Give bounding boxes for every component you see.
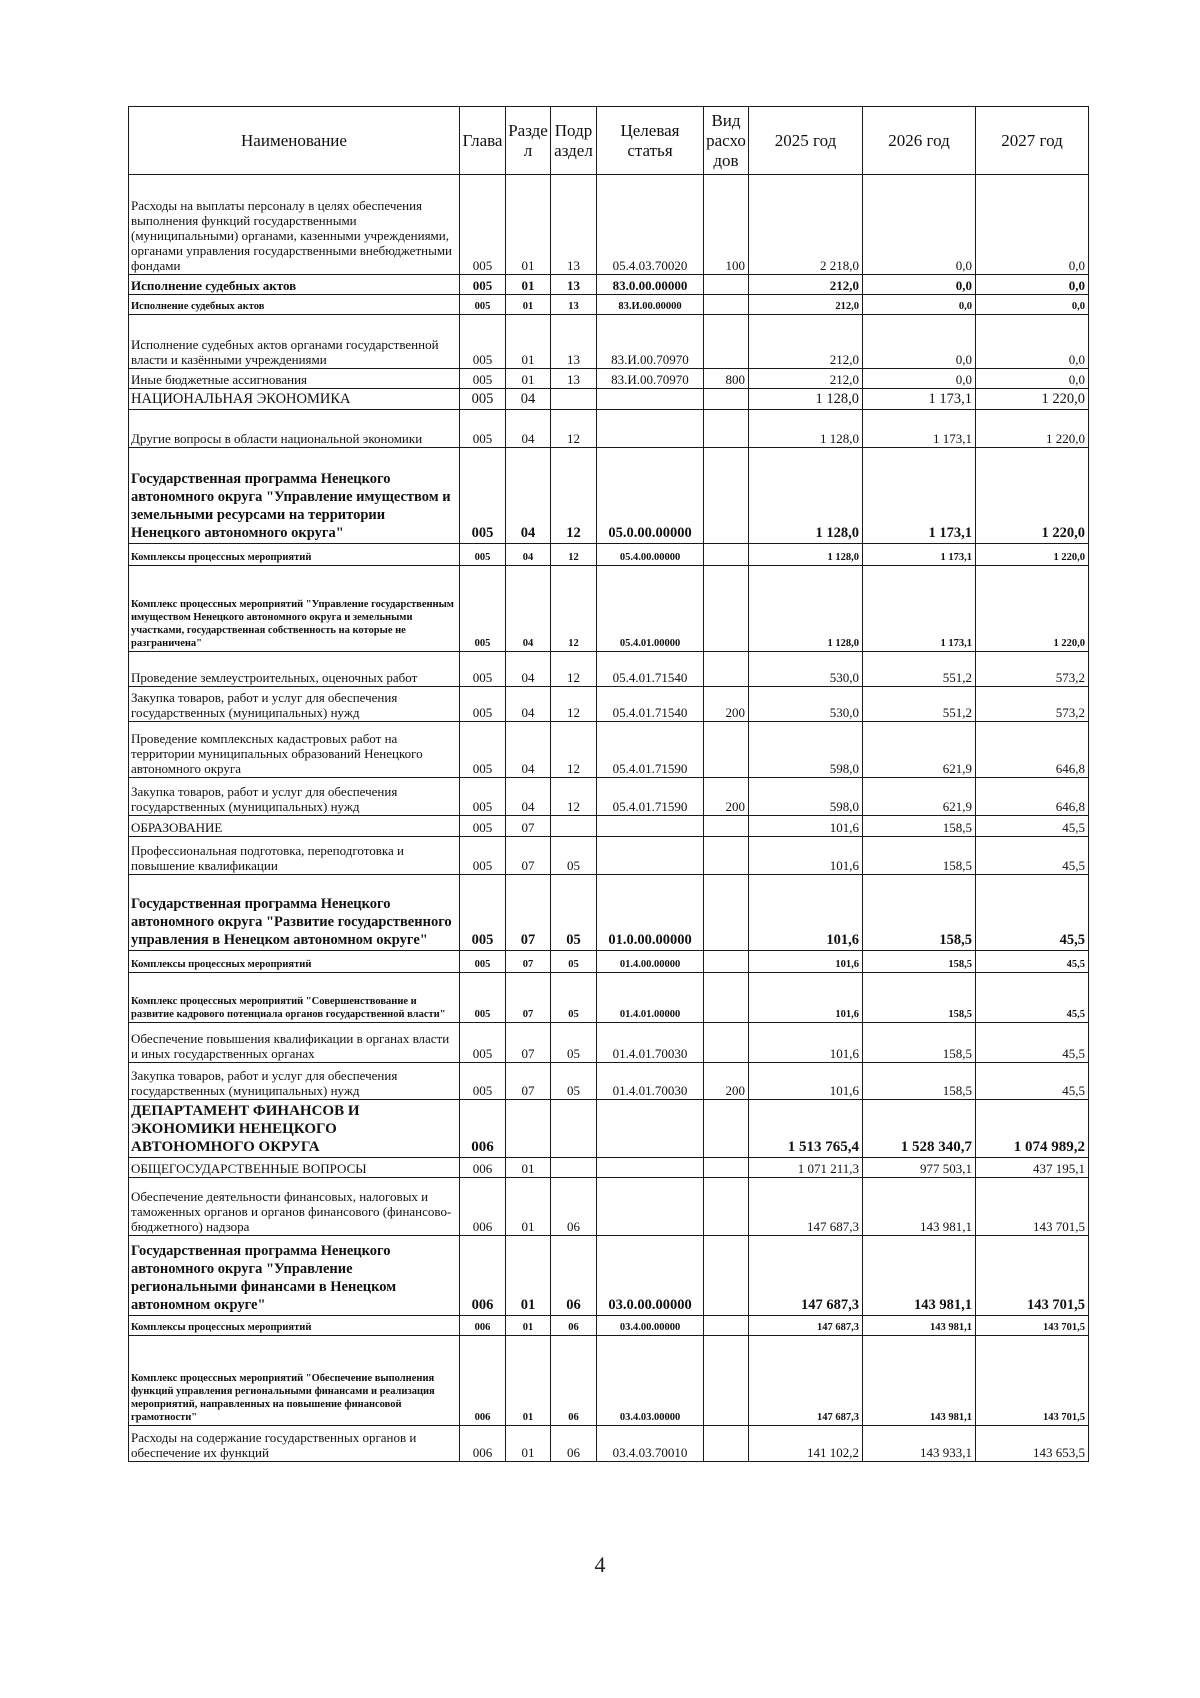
- cell-expense-type: [704, 315, 749, 369]
- header-glava: Глава: [460, 107, 506, 175]
- cell-value-2027: 1 220,0: [976, 566, 1089, 652]
- cell-podrazdel: 06: [551, 1236, 597, 1316]
- cell-target-article: 01.4.01.70030: [597, 1063, 704, 1100]
- cell-podrazdel: 06: [551, 1336, 597, 1426]
- cell-podrazdel: 06: [551, 1426, 597, 1462]
- cell-target-article: [597, 1100, 704, 1158]
- cell-value-2025: 598,0: [749, 778, 863, 816]
- cell-value-2027: 45,5: [976, 875, 1089, 951]
- cell-value-2025: 212,0: [749, 315, 863, 369]
- table-row: [129, 544, 1089, 566]
- cell-value-2027: 45,5: [976, 1023, 1089, 1063]
- table-row: [129, 1100, 1089, 1158]
- cell-expense-type: [704, 544, 749, 566]
- cell-name: Комплексы процессных мероприятий: [129, 951, 460, 973]
- cell-razdel: 07: [506, 875, 551, 951]
- cell-glava: 005: [460, 315, 506, 369]
- cell-razdel: 04: [506, 722, 551, 778]
- cell-target-article: 03.4.03.00000: [597, 1336, 704, 1426]
- table-row: [129, 315, 1089, 369]
- table-row: [129, 687, 1089, 722]
- cell-expense-type: [704, 1100, 749, 1158]
- cell-target-article: 05.4.01.71590: [597, 722, 704, 778]
- cell-value-2026: 1 528 340,7: [863, 1100, 976, 1158]
- header-razdel: Раздел: [506, 107, 551, 175]
- cell-value-2026: 551,2: [863, 652, 976, 687]
- cell-name: Закупка товаров, работ и услуг для обеспечения государственных (муниципальных) нужд: [129, 687, 460, 722]
- cell-target-article: 01.4.01.00000: [597, 973, 704, 1023]
- cell-expense-type: [704, 1023, 749, 1063]
- header-podrazdel: Подраздел: [551, 107, 597, 175]
- cell-value-2026: 158,5: [863, 816, 976, 837]
- cell-value-2026: 0,0: [863, 175, 976, 275]
- cell-podrazdel: 12: [551, 652, 597, 687]
- cell-glava: 005: [460, 1063, 506, 1100]
- table-row: [129, 722, 1089, 778]
- cell-value-2026: 143 981,1: [863, 1316, 976, 1336]
- cell-value-2026: 0,0: [863, 275, 976, 295]
- cell-expense-type: [704, 875, 749, 951]
- cell-razdel: 01: [506, 275, 551, 295]
- cell-razdel: 01: [506, 1158, 551, 1178]
- cell-glava: 006: [460, 1100, 506, 1158]
- cell-expense-type: 100: [704, 175, 749, 275]
- cell-value-2026: 0,0: [863, 295, 976, 315]
- cell-name: ОБЩЕГОСУДАРСТВЕННЫЕ ВОПРОСЫ: [129, 1158, 460, 1178]
- cell-glava: 006: [460, 1236, 506, 1316]
- cell-target-article: 05.4.01.00000: [597, 566, 704, 652]
- table-row: [129, 410, 1089, 448]
- cell-value-2025: 212,0: [749, 369, 863, 389]
- cell-name: Иные бюджетные ассигнования: [129, 369, 460, 389]
- cell-podrazdel: 05: [551, 973, 597, 1023]
- cell-name: Государственная программа Ненецкого автономного округа "Управление имуществом и земельными ресурсами на территории Ненецкого автономного округа": [129, 448, 460, 544]
- cell-value-2026: 0,0: [863, 315, 976, 369]
- cell-name: Комплексы процессных мероприятий: [129, 1316, 460, 1336]
- cell-target-article: [597, 389, 704, 410]
- cell-expense-type: [704, 951, 749, 973]
- cell-glava: 005: [460, 687, 506, 722]
- cell-expense-type: 200: [704, 687, 749, 722]
- cell-razdel: [506, 1100, 551, 1158]
- cell-value-2027: 143 701,5: [976, 1316, 1089, 1336]
- cell-target-article: 03.4.00.00000: [597, 1316, 704, 1336]
- cell-target-article: [597, 410, 704, 448]
- cell-razdel: 01: [506, 1336, 551, 1426]
- cell-name: НАЦИОНАЛЬНАЯ ЭКОНОМИКА: [129, 389, 460, 410]
- cell-target-article: 01.4.00.00000: [597, 951, 704, 973]
- cell-value-2025: 2 218,0: [749, 175, 863, 275]
- cell-value-2026: 158,5: [863, 973, 976, 1023]
- table-body: [129, 175, 1089, 1462]
- cell-expense-type: 800: [704, 369, 749, 389]
- table-row: [129, 1426, 1089, 1462]
- header-row: [129, 107, 1089, 175]
- cell-podrazdel: 12: [551, 722, 597, 778]
- cell-value-2026: 1 173,1: [863, 410, 976, 448]
- cell-razdel: 04: [506, 410, 551, 448]
- cell-expense-type: [704, 816, 749, 837]
- cell-value-2025: 212,0: [749, 275, 863, 295]
- cell-value-2025: 101,6: [749, 973, 863, 1023]
- table-row: [129, 1158, 1089, 1178]
- cell-razdel: 01: [506, 369, 551, 389]
- cell-value-2026: 143 981,1: [863, 1236, 976, 1316]
- cell-razdel: 04: [506, 448, 551, 544]
- cell-value-2025: 212,0: [749, 295, 863, 315]
- cell-expense-type: [704, 295, 749, 315]
- cell-value-2025: 101,6: [749, 816, 863, 837]
- cell-target-article: 83.0.00.00000: [597, 275, 704, 295]
- cell-value-2025: 1 128,0: [749, 410, 863, 448]
- cell-razdel: 04: [506, 778, 551, 816]
- cell-value-2027: 0,0: [976, 369, 1089, 389]
- cell-value-2027: 1 220,0: [976, 389, 1089, 410]
- cell-glava: 005: [460, 389, 506, 410]
- cell-name: Комплекс процессных мероприятий "Управление государственным имуществом Ненецкого автономного округа и земельными участками, государственная собственность на которые не разграничена": [129, 566, 460, 652]
- cell-razdel: 07: [506, 1063, 551, 1100]
- cell-razdel: 07: [506, 951, 551, 973]
- cell-value-2027: 45,5: [976, 973, 1089, 1023]
- cell-name: Проведение комплексных кадастровых работ на территории муниципальных образований Ненецкого автономного округа: [129, 722, 460, 778]
- cell-expense-type: [704, 1178, 749, 1236]
- cell-razdel: 01: [506, 1178, 551, 1236]
- header-year-2027: 2027 год: [976, 107, 1089, 175]
- cell-name: Исполнение судебных актов органами государственной власти и казёнными учреждениями: [129, 315, 460, 369]
- cell-value-2025: 141 102,2: [749, 1426, 863, 1462]
- cell-glava: 006: [460, 1178, 506, 1236]
- table-row: [129, 389, 1089, 410]
- cell-target-article: 05.4.01.71590: [597, 778, 704, 816]
- table-row: [129, 175, 1089, 275]
- budget-table: [128, 106, 1089, 1462]
- table-row: [129, 652, 1089, 687]
- cell-value-2026: 143 981,1: [863, 1336, 976, 1426]
- header-year-2026: 2026 год: [863, 107, 976, 175]
- cell-value-2027: 1 220,0: [976, 410, 1089, 448]
- cell-value-2027: 0,0: [976, 295, 1089, 315]
- cell-razdel: 07: [506, 1023, 551, 1063]
- cell-expense-type: [704, 389, 749, 410]
- cell-name: Расходы на выплаты персоналу в целях обеспечения выполнения функций государственными (муниципальными) органами, казенными учреждениями, органами управления государственными внебюджетными фондами: [129, 175, 460, 275]
- cell-razdel: 04: [506, 389, 551, 410]
- cell-value-2027: 0,0: [976, 315, 1089, 369]
- table-row: [129, 448, 1089, 544]
- cell-value-2026: 143 933,1: [863, 1426, 976, 1462]
- cell-value-2027: 646,8: [976, 778, 1089, 816]
- cell-podrazdel: [551, 1158, 597, 1178]
- cell-glava: 005: [460, 295, 506, 315]
- cell-name: Другие вопросы в области национальной экономики: [129, 410, 460, 448]
- cell-razdel: 04: [506, 544, 551, 566]
- cell-podrazdel: 12: [551, 410, 597, 448]
- cell-value-2025: 147 687,3: [749, 1316, 863, 1336]
- cell-name: Комплексы процессных мероприятий: [129, 544, 460, 566]
- cell-value-2027: 573,2: [976, 652, 1089, 687]
- cell-value-2027: 1 220,0: [976, 544, 1089, 566]
- table-row: [129, 778, 1089, 816]
- cell-podrazdel: 05: [551, 1023, 597, 1063]
- cell-target-article: 83.И.00.00000: [597, 295, 704, 315]
- cell-podrazdel: 13: [551, 275, 597, 295]
- cell-podrazdel: 12: [551, 566, 597, 652]
- cell-name: Закупка товаров, работ и услуг для обеспечения государственных (муниципальных) нужд: [129, 1063, 460, 1100]
- cell-podrazdel: 13: [551, 315, 597, 369]
- cell-value-2025: 530,0: [749, 687, 863, 722]
- cell-value-2027: 143 653,5: [976, 1426, 1089, 1462]
- cell-podrazdel: 05: [551, 875, 597, 951]
- cell-name: Государственная программа Ненецкого автономного округа "Развитие государственного управления в Ненецком автономном округе": [129, 875, 460, 951]
- cell-name: Расходы на содержание государственных органов и обеспечение их функций: [129, 1426, 460, 1462]
- cell-value-2027: 0,0: [976, 175, 1089, 275]
- cell-razdel: 01: [506, 1426, 551, 1462]
- header-expense-type: Вид расходов: [704, 107, 749, 175]
- cell-value-2027: 45,5: [976, 837, 1089, 875]
- cell-value-2025: 101,6: [749, 875, 863, 951]
- cell-razdel: 01: [506, 315, 551, 369]
- cell-glava: 005: [460, 837, 506, 875]
- cell-expense-type: [704, 973, 749, 1023]
- cell-value-2026: 158,5: [863, 1063, 976, 1100]
- cell-podrazdel: 06: [551, 1178, 597, 1236]
- table-row: [129, 1023, 1089, 1063]
- cell-value-2026: 158,5: [863, 1023, 976, 1063]
- cell-value-2027: 1 074 989,2: [976, 1100, 1089, 1158]
- cell-value-2025: 101,6: [749, 837, 863, 875]
- cell-razdel: 04: [506, 687, 551, 722]
- cell-value-2027: 646,8: [976, 722, 1089, 778]
- cell-target-article: [597, 816, 704, 837]
- cell-expense-type: [704, 275, 749, 295]
- cell-target-article: 03.0.00.00000: [597, 1236, 704, 1316]
- cell-value-2026: 1 173,1: [863, 389, 976, 410]
- cell-podrazdel: [551, 389, 597, 410]
- cell-name: Исполнение судебных актов: [129, 275, 460, 295]
- cell-expense-type: [704, 566, 749, 652]
- cell-value-2025: 1 128,0: [749, 389, 863, 410]
- cell-expense-type: [704, 1158, 749, 1178]
- cell-target-article: 05.4.01.71540: [597, 687, 704, 722]
- cell-podrazdel: 12: [551, 544, 597, 566]
- cell-value-2025: 598,0: [749, 722, 863, 778]
- cell-podrazdel: 12: [551, 778, 597, 816]
- cell-value-2025: 1 128,0: [749, 566, 863, 652]
- table-row: [129, 1178, 1089, 1236]
- cell-expense-type: [704, 1316, 749, 1336]
- cell-target-article: 01.0.00.00000: [597, 875, 704, 951]
- cell-expense-type: [704, 1426, 749, 1462]
- cell-razdel: 07: [506, 816, 551, 837]
- cell-glava: 005: [460, 652, 506, 687]
- cell-glava: 005: [460, 448, 506, 544]
- cell-podrazdel: 05: [551, 951, 597, 973]
- cell-target-article: [597, 1178, 704, 1236]
- table-row: [129, 973, 1089, 1023]
- cell-glava: 005: [460, 410, 506, 448]
- cell-target-article: 03.4.03.70010: [597, 1426, 704, 1462]
- table-row: [129, 566, 1089, 652]
- cell-glava: 005: [460, 544, 506, 566]
- cell-name: ОБРАЗОВАНИЕ: [129, 816, 460, 837]
- cell-expense-type: [704, 722, 749, 778]
- cell-podrazdel: [551, 816, 597, 837]
- cell-name: Государственная программа Ненецкого автономного округа "Управление региональными финансами в Ненецком автономном округе": [129, 1236, 460, 1316]
- cell-expense-type: [704, 652, 749, 687]
- cell-value-2025: 1 128,0: [749, 544, 863, 566]
- cell-expense-type: 200: [704, 1063, 749, 1100]
- cell-value-2026: 1 173,1: [863, 566, 976, 652]
- cell-podrazdel: 05: [551, 837, 597, 875]
- cell-name: Исполнение судебных актов: [129, 295, 460, 315]
- cell-value-2025: 1 513 765,4: [749, 1100, 863, 1158]
- cell-value-2027: 143 701,5: [976, 1236, 1089, 1316]
- cell-expense-type: 200: [704, 778, 749, 816]
- cell-glava: 005: [460, 566, 506, 652]
- header-name: Наименование: [129, 107, 460, 175]
- cell-value-2026: 143 981,1: [863, 1178, 976, 1236]
- cell-name: ДЕПАРТАМЕНТ ФИНАНСОВ И ЭКОНОМИКИ НЕНЕЦКОГО АВТОНОМНОГО ОКРУГА: [129, 1100, 460, 1158]
- cell-value-2027: 573,2: [976, 687, 1089, 722]
- cell-glava: 006: [460, 1426, 506, 1462]
- cell-podrazdel: 12: [551, 687, 597, 722]
- cell-glava: 005: [460, 369, 506, 389]
- cell-target-article: 05.0.00.00000: [597, 448, 704, 544]
- cell-value-2027: 45,5: [976, 951, 1089, 973]
- cell-podrazdel: 13: [551, 295, 597, 315]
- cell-value-2026: 158,5: [863, 837, 976, 875]
- cell-podrazdel: 13: [551, 175, 597, 275]
- cell-razdel: 01: [506, 1316, 551, 1336]
- cell-value-2026: 1 173,1: [863, 448, 976, 544]
- cell-value-2025: 101,6: [749, 1023, 863, 1063]
- cell-value-2027: 45,5: [976, 1063, 1089, 1100]
- cell-glava: 005: [460, 1023, 506, 1063]
- cell-value-2025: 147 687,3: [749, 1336, 863, 1426]
- cell-value-2026: 621,9: [863, 778, 976, 816]
- cell-target-article: [597, 1158, 704, 1178]
- cell-podrazdel: [551, 1100, 597, 1158]
- cell-target-article: 05.4.03.70020: [597, 175, 704, 275]
- cell-razdel: 01: [506, 175, 551, 275]
- cell-podrazdel: 13: [551, 369, 597, 389]
- cell-podrazdel: 06: [551, 1316, 597, 1336]
- header-target-article: Целевая статья: [597, 107, 704, 175]
- cell-glava: 005: [460, 275, 506, 295]
- cell-value-2027: 45,5: [976, 816, 1089, 837]
- cell-target-article: 05.4.01.71540: [597, 652, 704, 687]
- cell-value-2025: 147 687,3: [749, 1236, 863, 1316]
- table-row: [129, 837, 1089, 875]
- cell-glava: 006: [460, 1158, 506, 1178]
- cell-value-2025: 1 128,0: [749, 448, 863, 544]
- cell-glava: 006: [460, 1336, 506, 1426]
- cell-value-2026: 1 173,1: [863, 544, 976, 566]
- table-row: [129, 1236, 1089, 1316]
- cell-value-2025: 1 071 211,3: [749, 1158, 863, 1178]
- cell-expense-type: [704, 410, 749, 448]
- cell-name: Профессиональная подготовка, переподготовка и повышение квалификации: [129, 837, 460, 875]
- cell-glava: 005: [460, 951, 506, 973]
- cell-razdel: 01: [506, 295, 551, 315]
- cell-glava: 005: [460, 778, 506, 816]
- cell-value-2026: 621,9: [863, 722, 976, 778]
- cell-podrazdel: 05: [551, 1063, 597, 1100]
- cell-glava: 006: [460, 1316, 506, 1336]
- cell-razdel: 04: [506, 566, 551, 652]
- cell-glava: 005: [460, 973, 506, 1023]
- cell-razdel: 07: [506, 973, 551, 1023]
- cell-glava: 005: [460, 875, 506, 951]
- cell-value-2026: 158,5: [863, 875, 976, 951]
- cell-value-2026: 158,5: [863, 951, 976, 973]
- cell-value-2026: 977 503,1: [863, 1158, 976, 1178]
- cell-glava: 005: [460, 175, 506, 275]
- cell-value-2026: 0,0: [863, 369, 976, 389]
- table-row: [129, 369, 1089, 389]
- table-row: [129, 816, 1089, 837]
- cell-expense-type: [704, 448, 749, 544]
- cell-razdel: 01: [506, 1236, 551, 1316]
- cell-value-2027: 143 701,5: [976, 1178, 1089, 1236]
- cell-value-2025: 147 687,3: [749, 1178, 863, 1236]
- cell-target-article: 83.И.00.70970: [597, 369, 704, 389]
- cell-expense-type: [704, 1236, 749, 1316]
- cell-target-article: [597, 837, 704, 875]
- table-row: [129, 1063, 1089, 1100]
- table-row: [129, 951, 1089, 973]
- cell-value-2027: 437 195,1: [976, 1158, 1089, 1178]
- cell-value-2027: 0,0: [976, 275, 1089, 295]
- cell-name: Комплекс процессных мероприятий "Совершенствование и развитие кадрового потенциала органов государственной власти": [129, 973, 460, 1023]
- cell-razdel: 04: [506, 652, 551, 687]
- cell-glava: 005: [460, 722, 506, 778]
- cell-value-2026: 551,2: [863, 687, 976, 722]
- page-number: 4: [594, 1552, 606, 1577]
- cell-value-2027: 1 220,0: [976, 448, 1089, 544]
- cell-glava: 005: [460, 816, 506, 837]
- table-row: [129, 1336, 1089, 1426]
- table-row: [129, 295, 1089, 315]
- cell-value-2025: 530,0: [749, 652, 863, 687]
- table-row: [129, 1316, 1089, 1336]
- cell-value-2027: 143 701,5: [976, 1336, 1089, 1426]
- cell-target-article: 05.4.00.00000: [597, 544, 704, 566]
- table-row: [129, 875, 1089, 951]
- cell-podrazdel: 12: [551, 448, 597, 544]
- cell-target-article: 01.4.01.70030: [597, 1023, 704, 1063]
- cell-name: Комплекс процессных мероприятий "Обеспечение выполнения функций управления региональными финансами и реализация мероприятий, направленных на повышение финансовой грамотности": [129, 1336, 460, 1426]
- cell-name: Обеспечение повышения квалификации в органах власти и иных государственных органах: [129, 1023, 460, 1063]
- cell-name: Закупка товаров, работ и услуг для обеспечения государственных (муниципальных) нужд: [129, 778, 460, 816]
- cell-expense-type: [704, 837, 749, 875]
- cell-target-article: 83.И.00.70970: [597, 315, 704, 369]
- cell-expense-type: [704, 1336, 749, 1426]
- header-year-2025: 2025 год: [749, 107, 863, 175]
- table-row: [129, 275, 1089, 295]
- cell-value-2025: 101,6: [749, 1063, 863, 1100]
- cell-value-2025: 101,6: [749, 951, 863, 973]
- cell-name: Проведение землеустроительных, оценочных работ: [129, 652, 460, 687]
- cell-razdel: 07: [506, 837, 551, 875]
- cell-name: Обеспечение деятельности финансовых, налоговых и таможенных органов и органов финансового (финансово-бюджетного) надзора: [129, 1178, 460, 1236]
